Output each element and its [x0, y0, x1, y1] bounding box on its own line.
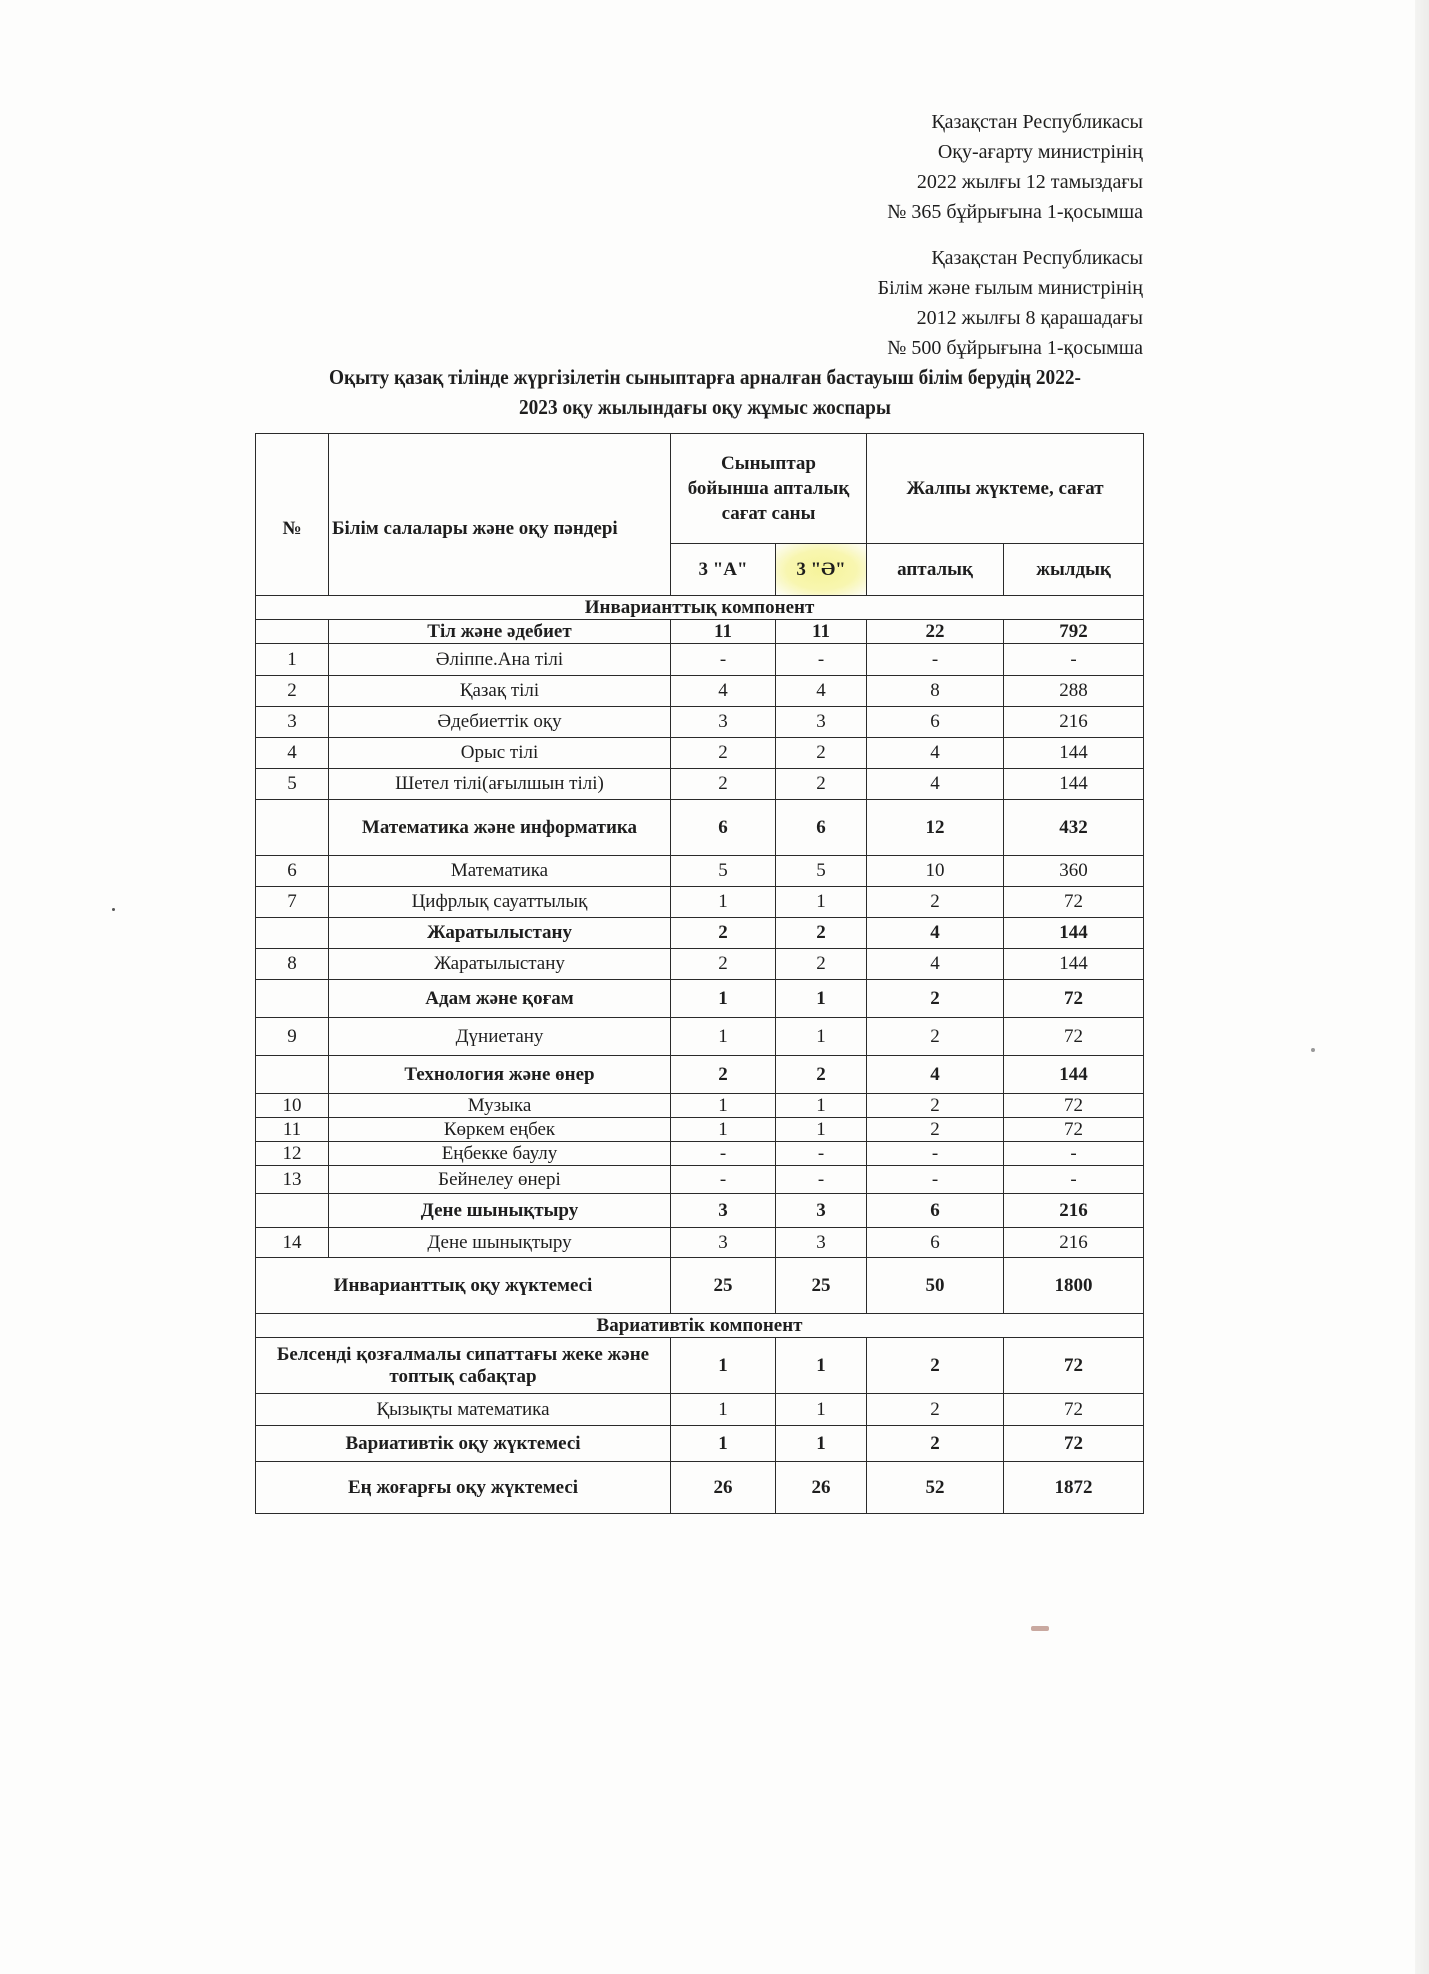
subject-row	[256, 1228, 1144, 1258]
value-a: 1	[671, 1338, 776, 1394]
total-yearly: 1872	[1004, 1462, 1144, 1514]
approval-line: Қазақстан Республикасы	[931, 111, 1143, 133]
value-yearly: 144	[1004, 949, 1144, 980]
total-label: Инварианттық оқу жүктемесі	[256, 1258, 671, 1314]
value-a: -	[671, 1142, 776, 1166]
row-number	[256, 1194, 329, 1228]
subject-name: Математика	[329, 856, 671, 887]
group-row	[256, 620, 1144, 644]
value-yearly: 360	[1004, 856, 1144, 887]
value-ae: 1	[776, 1118, 867, 1142]
subject-name: Дене шынықтыру	[329, 1194, 671, 1228]
value-a: 6	[671, 800, 776, 856]
value-ae: 1	[776, 1018, 867, 1056]
variative-subject-row	[256, 1394, 1144, 1426]
total-weekly: 50	[867, 1258, 1004, 1314]
value-a: -	[671, 1166, 776, 1194]
value-a: -	[671, 644, 776, 676]
subject-name: Бейнелеу өнері	[329, 1166, 671, 1194]
value-weekly: 8	[867, 676, 1004, 707]
row-number: 12	[256, 1142, 329, 1166]
value-yearly: 72	[1004, 1094, 1144, 1118]
subject-name: Қазақ тілі	[329, 676, 671, 707]
value-yearly: 288	[1004, 676, 1144, 707]
value-a: 1	[671, 1394, 776, 1426]
row-number	[256, 1056, 329, 1094]
subject-name: Музыка	[329, 1094, 671, 1118]
value-weekly: 6	[867, 707, 1004, 738]
group-row	[256, 918, 1144, 949]
scan-dot	[112, 908, 115, 911]
subject-row	[256, 1118, 1144, 1142]
value-ae: 6	[776, 800, 867, 856]
header-num: №	[256, 434, 329, 596]
value-yearly: 792	[1004, 620, 1144, 644]
row-number: 5	[256, 769, 329, 800]
value-weekly: 10	[867, 856, 1004, 887]
scan-dot	[1311, 1048, 1315, 1052]
row-number: 10	[256, 1094, 329, 1118]
value-a: 1	[671, 1118, 776, 1142]
value-a: 1	[671, 887, 776, 918]
value-yearly: 72	[1004, 887, 1144, 918]
value-weekly: 4	[867, 769, 1004, 800]
row-number: 8	[256, 949, 329, 980]
value-ae: 4	[776, 676, 867, 707]
subject-row	[256, 1094, 1144, 1118]
value-yearly: 216	[1004, 1194, 1144, 1228]
document-title	[291, 362, 1119, 422]
value-a: 2	[671, 918, 776, 949]
row-number: 14	[256, 1228, 329, 1258]
variative-total-row	[256, 1426, 1144, 1462]
subject-row	[256, 949, 1144, 980]
value-a: 3	[671, 1194, 776, 1228]
value-yearly: 216	[1004, 1228, 1144, 1258]
value-ae: 1	[776, 1394, 867, 1426]
value-a: 2	[671, 738, 776, 769]
value-ae: -	[776, 1166, 867, 1194]
group-row	[256, 980, 1144, 1018]
title-line-2: 2023 оқу жылындағы оқу жұмыс жоспары	[518, 395, 891, 419]
total-ae: 26	[776, 1462, 867, 1514]
header-weekly: апталық	[867, 544, 1004, 596]
section-row-invariant	[256, 596, 1144, 620]
value-ae: 2	[776, 769, 867, 800]
page-edge	[1415, 0, 1429, 1974]
subject-row	[256, 676, 1144, 707]
subject-row	[256, 769, 1144, 800]
subject-name: Математика және информатика	[329, 800, 671, 856]
value-ae: -	[776, 1142, 867, 1166]
value-ae: 3	[776, 1194, 867, 1228]
value-ae: 11	[776, 620, 867, 644]
total-weekly: 52	[867, 1462, 1004, 1514]
header-yearly: жылдық	[1004, 544, 1144, 596]
section-row-variative	[256, 1314, 1144, 1338]
subject-name: Тіл және әдебиет	[329, 620, 671, 644]
row-number: 3	[256, 707, 329, 738]
value-ae: 5	[776, 856, 867, 887]
value-ae: 2	[776, 1056, 867, 1094]
curriculum-table	[255, 433, 1144, 1514]
value-weekly: 2	[867, 1118, 1004, 1142]
value-weekly: 4	[867, 949, 1004, 980]
value-ae: 2	[776, 738, 867, 769]
value-yearly: 144	[1004, 1056, 1144, 1094]
row-number: 13	[256, 1166, 329, 1194]
subject-row	[256, 644, 1144, 676]
row-number: 9	[256, 1018, 329, 1056]
row-number: 1	[256, 644, 329, 676]
value-a: 1	[671, 980, 776, 1018]
value-ae: 2	[776, 918, 867, 949]
value-weekly: 2	[867, 980, 1004, 1018]
value-a: 3	[671, 707, 776, 738]
subject-row	[256, 887, 1144, 918]
value-yearly: -	[1004, 644, 1144, 676]
subject-name: Шетел тілі(ағылшын тілі)	[329, 769, 671, 800]
subject-name: Дүниетану	[329, 1018, 671, 1056]
row-number: 6	[256, 856, 329, 887]
row-number: 7	[256, 887, 329, 918]
section-variative: Вариативтік компонент	[256, 1314, 1144, 1338]
value-yearly: 144	[1004, 918, 1144, 949]
max-total-row	[256, 1462, 1144, 1514]
value-yearly: 72	[1004, 980, 1144, 1018]
scan-mark	[1031, 1626, 1049, 1631]
header-weekly-by-class: Сыныптар бойынша апталық сағат саны	[671, 434, 867, 544]
total-label: Вариативтік оқу жүктемесі	[256, 1426, 671, 1462]
row-number	[256, 980, 329, 1018]
approval-block-1	[887, 107, 1143, 227]
value-ae: 3	[776, 707, 867, 738]
value-weekly: -	[867, 1166, 1004, 1194]
subject-name: Қызықты математика	[256, 1394, 671, 1426]
row-number: 11	[256, 1118, 329, 1142]
subject-row	[256, 738, 1144, 769]
subject-name: Цифрлық сауаттылық	[329, 887, 671, 918]
value-yearly: 432	[1004, 800, 1144, 856]
value-weekly: -	[867, 644, 1004, 676]
value-yearly: 144	[1004, 738, 1144, 769]
value-ae: 3	[776, 1228, 867, 1258]
approval-line: Қазақстан Республикасы	[931, 247, 1143, 269]
value-ae: 1	[776, 980, 867, 1018]
row-number	[256, 800, 329, 856]
value-yearly: -	[1004, 1166, 1144, 1194]
header-class-ae: 3 "Ә"	[776, 544, 867, 596]
value-weekly: 4	[867, 738, 1004, 769]
value-yearly: 144	[1004, 769, 1144, 800]
subject-row	[256, 856, 1144, 887]
subject-name: Жаратылыстану	[329, 918, 671, 949]
value-weekly: 2	[867, 1394, 1004, 1426]
group-row	[256, 1056, 1144, 1094]
approval-line: 2022 жылғы 12 тамыздағы	[916, 171, 1143, 193]
subject-row	[256, 1166, 1144, 1194]
value-weekly: 4	[867, 1056, 1004, 1094]
value-weekly: 12	[867, 800, 1004, 856]
total-ae: 25	[776, 1258, 867, 1314]
value-weekly: 22	[867, 620, 1004, 644]
value-a: 4	[671, 676, 776, 707]
header-class-a: 3 "А"	[671, 544, 776, 596]
value-yearly: 72	[1004, 1394, 1144, 1426]
total-a: 1	[671, 1426, 776, 1462]
row-number	[256, 620, 329, 644]
header-total-load: Жалпы жүктеме, сағат	[867, 434, 1144, 544]
value-yearly: -	[1004, 1142, 1144, 1166]
value-weekly: 4	[867, 918, 1004, 949]
group-row	[256, 1194, 1144, 1228]
value-weekly: 2	[867, 887, 1004, 918]
value-ae: 1	[776, 1094, 867, 1118]
invariant-total-row	[256, 1258, 1144, 1314]
subject-name: Көркем еңбек	[329, 1118, 671, 1142]
value-ae: -	[776, 644, 867, 676]
value-weekly: 6	[867, 1228, 1004, 1258]
value-weekly: 2	[867, 1094, 1004, 1118]
approval-line: Оқу-ағарту министрінің	[937, 141, 1143, 163]
value-a: 11	[671, 620, 776, 644]
value-weekly: 6	[867, 1194, 1004, 1228]
subject-name: Әліппе.Ана тілі	[329, 644, 671, 676]
value-a: 5	[671, 856, 776, 887]
subject-name: Жаратылыстану	[329, 949, 671, 980]
value-a: 1	[671, 1094, 776, 1118]
subject-name: Адам және қоғам	[329, 980, 671, 1018]
value-yearly: 72	[1004, 1018, 1144, 1056]
total-ae: 1	[776, 1426, 867, 1462]
value-yearly: 72	[1004, 1118, 1144, 1142]
value-a: 2	[671, 1056, 776, 1094]
total-a: 25	[671, 1258, 776, 1314]
row-number: 4	[256, 738, 329, 769]
approval-line: № 500 бұйрығына 1-қосымша	[887, 337, 1143, 359]
value-a: 1	[671, 1018, 776, 1056]
approval-line: Білім және ғылым министрінің	[877, 277, 1143, 299]
subject-name: Белсенді қозғалмалы сипаттағы жеке және топтық сабақтар	[256, 1338, 671, 1394]
total-yearly: 1800	[1004, 1258, 1144, 1314]
header-subject: Білім салалары және оқу пәндері	[329, 434, 671, 596]
subject-name: Орыс тілі	[329, 738, 671, 769]
value-weekly: -	[867, 1142, 1004, 1166]
group-row	[256, 800, 1144, 856]
subject-row	[256, 1018, 1144, 1056]
total-yearly: 72	[1004, 1426, 1144, 1462]
value-a: 2	[671, 949, 776, 980]
title-line-1: Оқыту қазақ тілінде жүргізілетін сыныптарға арналған бастауыш білім берудің 2022-	[329, 365, 1081, 389]
value-weekly: 2	[867, 1018, 1004, 1056]
approval-line: № 365 бұйрығына 1-қосымша	[887, 201, 1143, 223]
subject-row	[256, 707, 1144, 738]
row-number: 2	[256, 676, 329, 707]
subject-row	[256, 1142, 1144, 1166]
value-yearly: 216	[1004, 707, 1144, 738]
total-a: 26	[671, 1462, 776, 1514]
section-invariant: Инварианттық компонент	[256, 596, 1144, 620]
value-ae: 1	[776, 1338, 867, 1394]
value-ae: 1	[776, 887, 867, 918]
subject-name: Технология және өнер	[329, 1056, 671, 1094]
variative-group-row	[256, 1338, 1144, 1394]
subject-name: Дене шынықтыру	[329, 1228, 671, 1258]
approval-block-2	[878, 243, 1143, 363]
value-a: 3	[671, 1228, 776, 1258]
value-a: 2	[671, 769, 776, 800]
value-ae: 2	[776, 949, 867, 980]
value-yearly: 72	[1004, 1338, 1144, 1394]
subject-name: Әдебиеттік оқу	[329, 707, 671, 738]
approval-line: 2012 жылғы 8 қарашадағы	[916, 307, 1143, 329]
subject-name: Еңбекке баулу	[329, 1142, 671, 1166]
total-weekly: 2	[867, 1426, 1004, 1462]
header-row-1	[256, 434, 1144, 544]
row-number	[256, 918, 329, 949]
total-label: Ең жоғарғы оқу жүктемесі	[256, 1462, 671, 1514]
value-weekly: 2	[867, 1338, 1004, 1394]
